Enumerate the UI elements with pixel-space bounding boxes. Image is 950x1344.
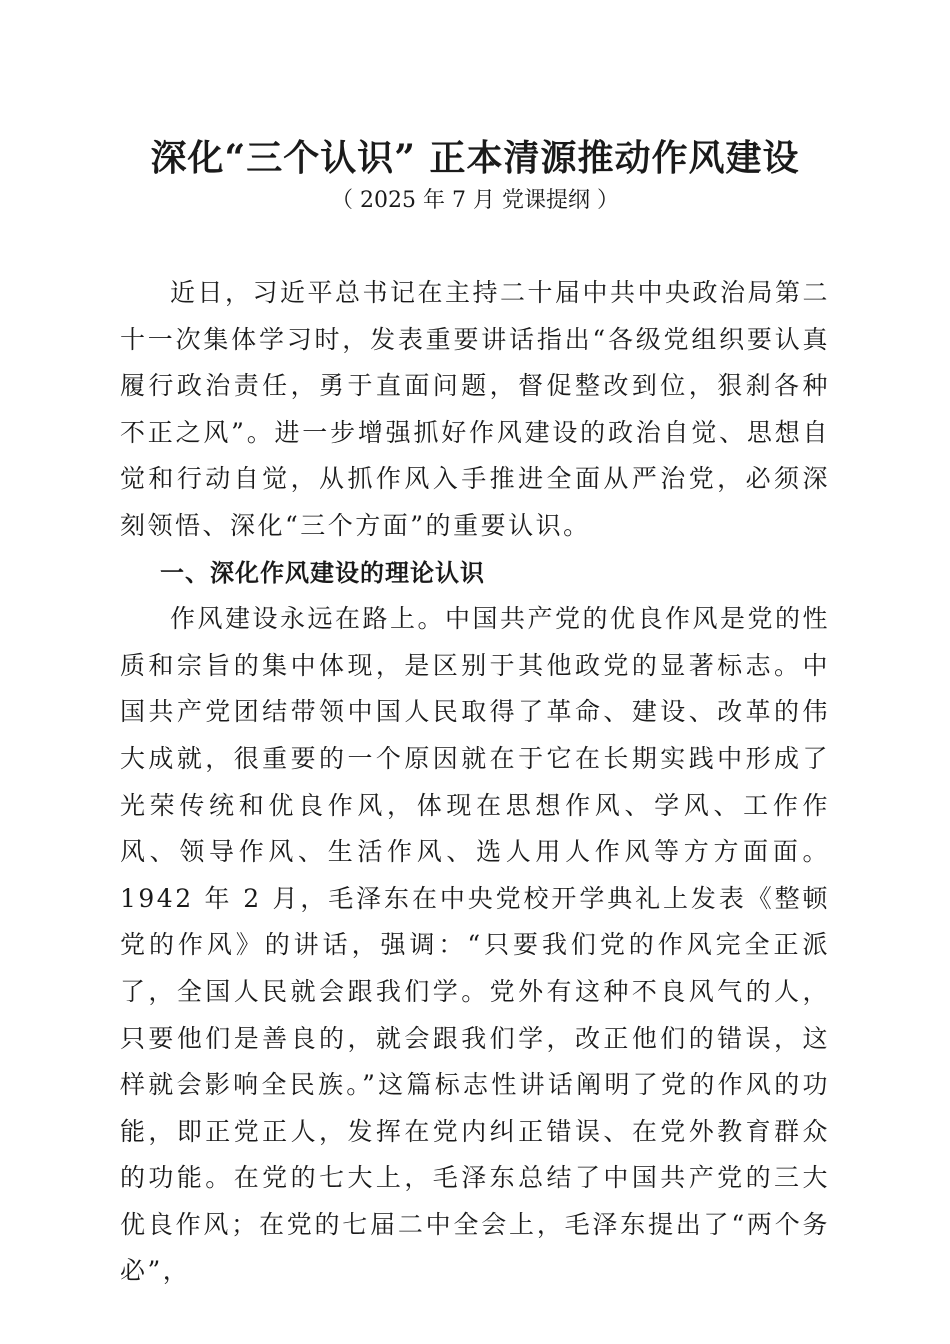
document-body bbox=[120, 270, 830, 1295]
section-heading: 一、深化作风建设的理论认识 bbox=[160, 558, 485, 587]
intro-paragraph: 近日，习近平总书记在主持二十届中共中央政治局第二十一次集体学习时，发表重要讲话指出“各级党组织要认真履行政治责任，勇于直面问题，督促整改到位，狠刹各种不正之风”。进一步增强抓好作风建设的政治自觉、思想自觉和行动自觉，从抓作风入手推进全面从严治党，必须深刻领悟、深化“三个方面”的重要认识。 bbox=[120, 278, 831, 540]
document-title: 深化“三个认识” 正本清源推动作风建设 bbox=[150, 137, 800, 179]
body-paragraph: 作风建设永远在路上。中国共产党的优良作风是党的性质和宗旨的集中体现，是区别于其他政党的显著标志。中国共产党团结带领中国人民取得了革命、建设、改革的伟大成就，很重要的一个原因就在于它在长期实践中形成了光荣传统和优良作风，体现在思想作风、学风、工作作风、领导作风、生活作风、选人用人作风等方方面面。1942 年 2 月，毛泽东在中央党校开学典礼上发表《整顿党的作风》的讲话，强调：“只要我们党的作风完全正派了，全国人民就会跟我们学。党外有这种不良风气的人，只要他们是善良的，就会跟我们学，改正他们的错误，这样就会影响全民族。”这篇标志性讲话阐明了党的作风的功能，即正党正人，发挥在党内纠正错误、在党外教育群众的功能。在党的七大上，毛泽东总结了中国共产党的三大优良作风；在党的七届二中全会上，毛泽东提出了“两个务必”， bbox=[120, 604, 831, 1286]
document-subtitle: （ 2025 年 7 月 党课提纲 ） bbox=[331, 188, 619, 213]
